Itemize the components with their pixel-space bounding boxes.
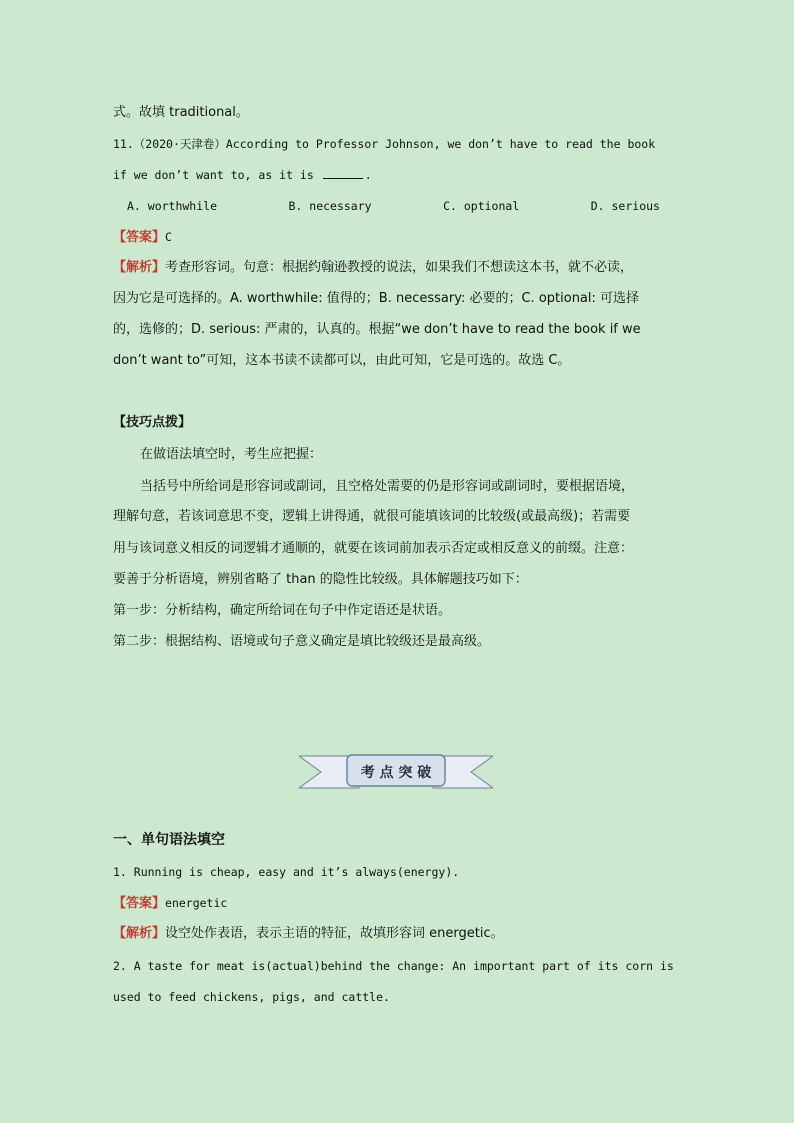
question-1-analysis	[113, 925, 682, 943]
analysis-label: 【解析】	[113, 260, 166, 275]
tips-step-1: 第一步：分析结构，确定所给词在句子中作定语还是状语。	[113, 603, 452, 618]
option-b: B. necessary	[288, 199, 372, 213]
analysis-text-1: 考查形容词。句意：根据约翰逊教授的说法，如果我们不想读这本书，就不必读，	[165, 260, 634, 275]
q1-analysis-label: 【解析】	[113, 926, 166, 941]
question-11-analysis-line1	[113, 259, 682, 277]
option-c: C. optional	[443, 199, 520, 213]
question-11-analysis-line3: 的，选修的；D. serious: 严肃的，认真的。根据“we don’t have to read the book if we	[113, 322, 641, 337]
previous-answer-tail: 式。故填 traditional。	[113, 105, 249, 120]
q1-answer-value: energetic	[165, 896, 228, 910]
option-a: A. worthwhile	[127, 199, 218, 213]
answer-value: C	[165, 230, 172, 244]
banner-text: 考 点 突 破	[360, 765, 432, 781]
banner-graphic	[299, 752, 493, 792]
tips-line-3: 理解句意，若该词意思不变，逻辑上讲得通，就很可能填该词的比较级(或最高级)；若需要	[113, 509, 631, 524]
question-11-stem-line2	[113, 166, 682, 184]
q1-analysis-text: 设空处作表语，表示主语的特征，故填形容词 energetic。	[165, 926, 504, 941]
question-2-stem-line1: 2. A taste for meat is(actual)behind the change: An important part of its corn is	[113, 959, 674, 973]
question-11-options	[113, 197, 682, 215]
section-banner	[299, 752, 493, 792]
answer-label: 【答案】	[113, 230, 166, 245]
option-d: D. serious	[590, 199, 660, 213]
question-11-analysis-line2: 因为它是可选择的。A. worthwhile: 值得的；B. necessary: 必要的；C. optional: 可选择	[113, 291, 640, 306]
question-2-stem-line2: used to feed chickens, pigs, and cattle.	[113, 990, 390, 1004]
question-11-stem-line1: 11.（2020·天津卷）According to Professor Johnson, we don’t have to read the book	[113, 137, 656, 151]
tips-line-4: 用与该词意义相反的词逻辑才通顺的，就要在该词前加表示否定或相反意义的前缀。注意：	[113, 541, 634, 556]
question-11-analysis-line4: don’t want to”可知，这本书读不读都可以，由此可知，它是可选的。故选 C。	[113, 353, 571, 368]
q1-answer-label: 【答案】	[113, 896, 166, 911]
tips-heading: 【技巧点拨】	[113, 415, 192, 430]
question-1-stem: 1. Running is cheap, easy and it’s always(energy).	[113, 865, 460, 879]
question-11-stem-end: .	[364, 168, 372, 182]
answer-blank	[323, 177, 363, 179]
tips-step-2: 第二步：根据结构、语境或句子意义确定是填比较级还是最高级。	[113, 634, 491, 649]
tips-line-1: 在做语法填空时，考生应把握：	[140, 447, 323, 462]
tips-line-2: 当括号中所给词是形容词或副词，且空格处需要的仍是形容词或副词时，要根据语境，	[140, 479, 635, 494]
question-11-answer	[113, 228, 682, 247]
section-title: 一、单句语法填空	[113, 832, 225, 848]
question-1-answer	[113, 894, 682, 913]
question-11-stem-text: if we don’t want to, as it is	[113, 168, 314, 182]
tips-line-5: 要善于分析语境，辨别省略了 than 的隐性比较级。具体解题技巧如下：	[113, 572, 528, 587]
